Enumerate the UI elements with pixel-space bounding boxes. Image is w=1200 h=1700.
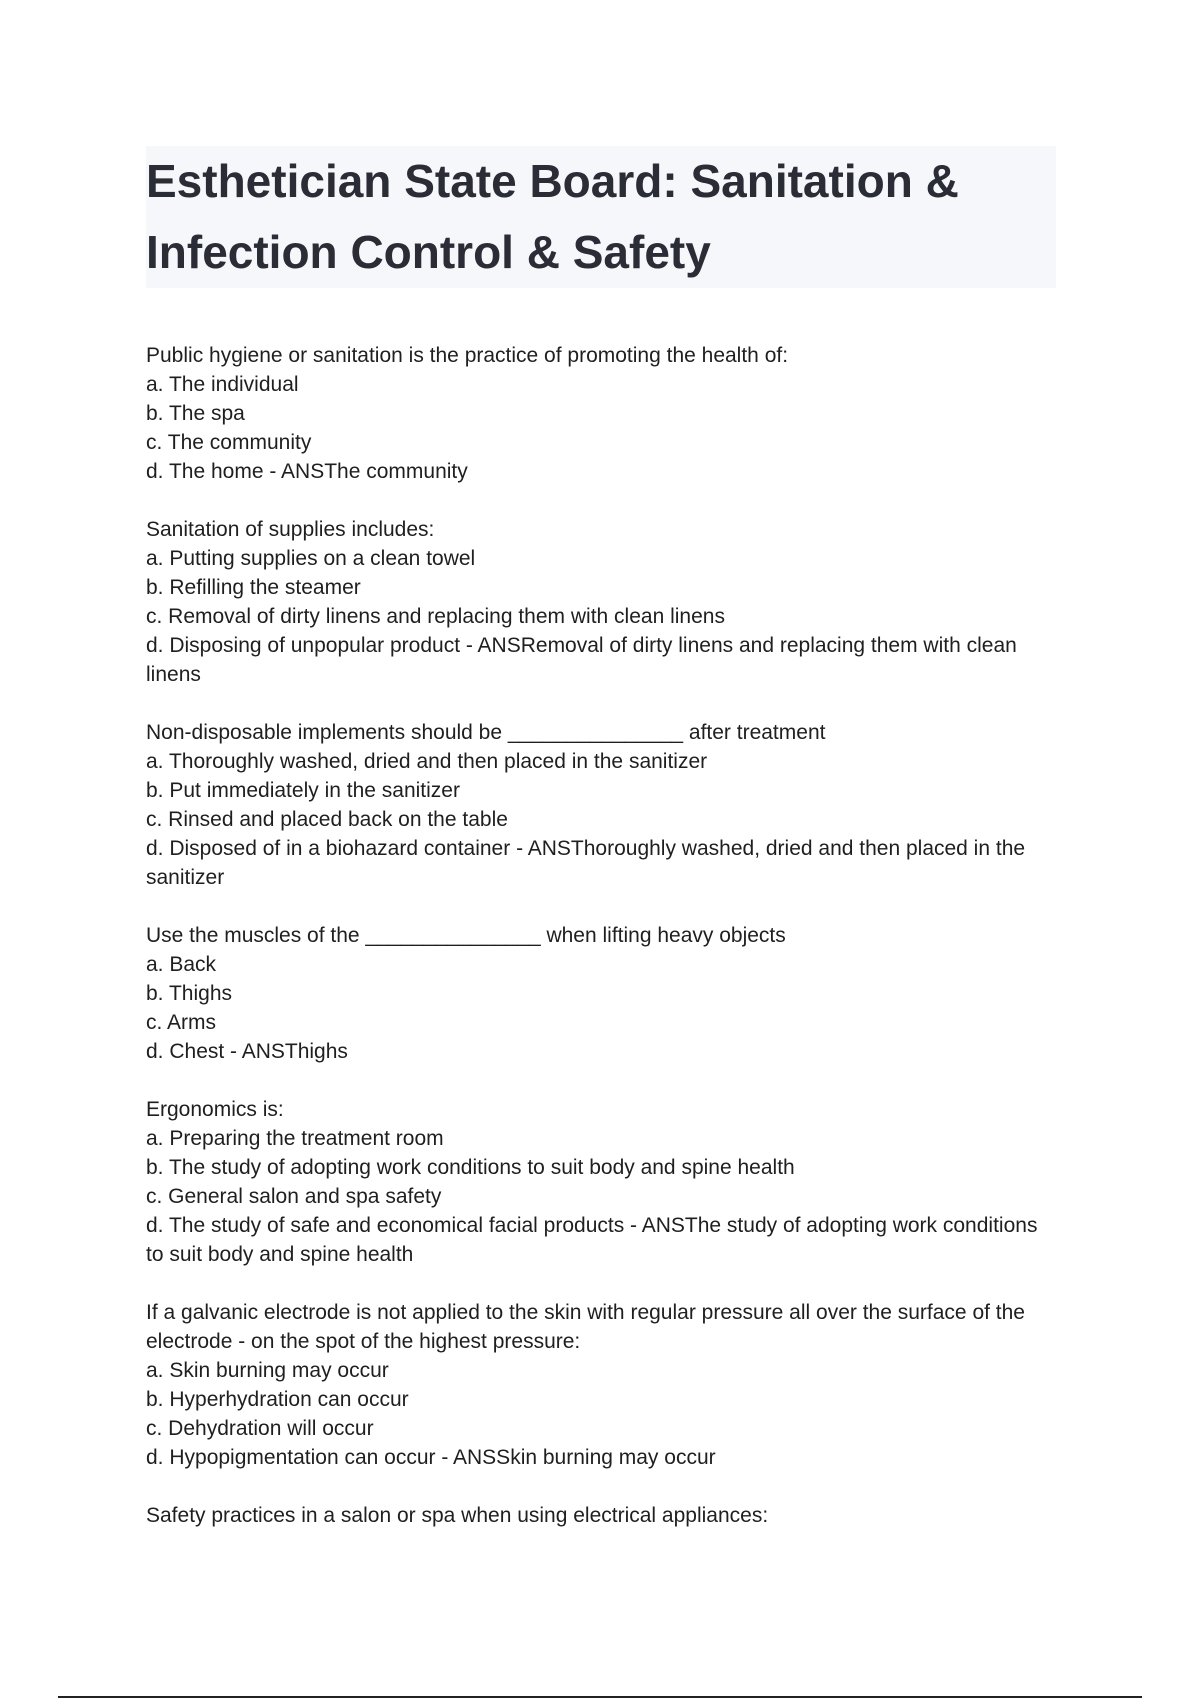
answer-option-d-with-answer: d. Disposing of unpopular product - ANSRemoval of dirty linens and replacing them with clean linens: [146, 634, 1023, 686]
answer-option-a: a. Back: [146, 953, 217, 976]
question-1: [146, 341, 1046, 486]
answer-option-a: a. Thoroughly washed, dried and then placed in the sanitizer: [146, 750, 708, 773]
answer-option-a: a. Preparing the treatment room: [146, 1127, 444, 1150]
answer-option-d-with-answer: d. The study of safe and economical facial products - ANSThe study of adopting work conditions to suit body and spine health: [146, 1214, 1044, 1266]
question-list: [146, 341, 1046, 1559]
page-title: Esthetician State Board: Sanitation & Infection Control & Safety: [146, 155, 959, 278]
answer-option-b: b. Put immediately in the sanitizer: [146, 779, 460, 802]
answer-option-b: b. Hyperhydration can occur: [146, 1388, 409, 1411]
answer-option-d-with-answer: d. Chest - ANSThighs: [146, 1040, 348, 1063]
question-7: [146, 1501, 1046, 1530]
question-text: Sanitation of supplies includes:: [146, 518, 435, 541]
answer-option-a: a. Putting supplies on a clean towel: [146, 547, 476, 570]
answer-option-c: c. General salon and spa safety: [146, 1185, 442, 1208]
question-3: [146, 718, 1046, 892]
title-block: [146, 146, 1056, 288]
answer-option-d-with-answer: d. The home - ANSThe community: [146, 460, 468, 483]
answer-option-c: c. The community: [146, 431, 312, 454]
question-5: [146, 1095, 1046, 1269]
answer-option-c: c. Arms: [146, 1011, 217, 1034]
answer-option-b: b. The study of adopting work conditions to suit body and spine health: [146, 1156, 795, 1179]
answer-option-c: c. Rinsed and placed back on the table: [146, 808, 508, 831]
answer-option-a: a. The individual: [146, 373, 299, 396]
question-text: Public hygiene or sanitation is the practice of promoting the health of:: [146, 344, 789, 367]
answer-option-b: b. The spa: [146, 402, 245, 425]
answer-option-d-with-answer: d. Disposed of in a biohazard container - ANSThoroughly washed, dried and then placed in the sanitizer: [146, 837, 1031, 889]
question-6: [146, 1298, 1046, 1472]
answer-option-c: c. Dehydration will occur: [146, 1417, 374, 1440]
question-text: Ergonomics is:: [146, 1098, 284, 1121]
answer-option-b: b. Refilling the steamer: [146, 576, 361, 599]
question-text: Non-disposable implements should be _______________ after treatment: [146, 721, 826, 744]
answer-option-b: b. Thighs: [146, 982, 232, 1005]
question-2: [146, 515, 1046, 689]
question-text: Use the muscles of the _______________ when lifting heavy objects: [146, 924, 786, 947]
question-text: Safety practices in a salon or spa when using electrical appliances:: [146, 1504, 769, 1527]
question-text: If a galvanic electrode is not applied to the skin with regular pressure all over the surface of the electrode - on the spot of the highest pressure:: [146, 1301, 1031, 1353]
question-4: [146, 921, 1046, 1066]
answer-option-c: c. Removal of dirty linens and replacing them with clean linens: [146, 605, 725, 628]
page-bottom-rule: [58, 1696, 1142, 1698]
answer-option-d-with-answer: d. Hypopigmentation can occur - ANSSkin burning may occur: [146, 1446, 716, 1469]
answer-option-a: a. Skin burning may occur: [146, 1359, 389, 1382]
